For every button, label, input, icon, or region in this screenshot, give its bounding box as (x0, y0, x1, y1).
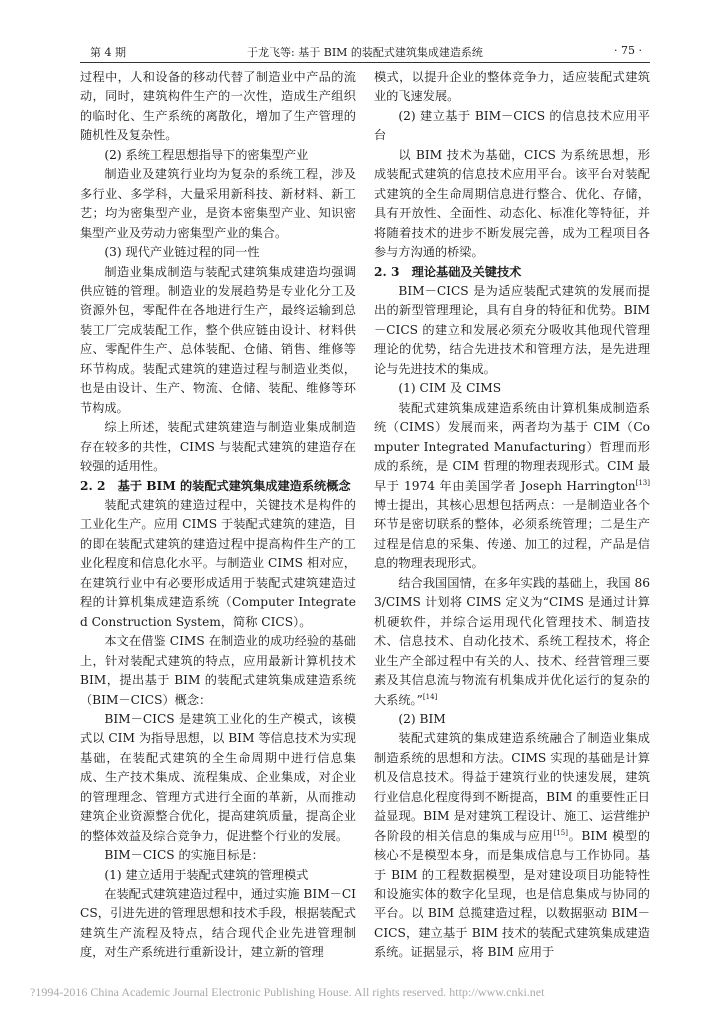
running-title: 于龙飞等: 基于 BIM 的装配式建筑集成建造系统 (247, 46, 483, 59)
copyright-footer: ?1994-2016 China Academic Journal Electronic Publishing House. All rights reserved. http://www.cnki.net (30, 985, 545, 999)
subheading: (1) 建立适用于装配式建筑的管理模式 (104, 867, 309, 882)
subheading: (3) 现代产业链过程的同一性 (104, 245, 260, 260)
citation-ref: [14] (422, 692, 438, 701)
citation-ref: [15] (553, 828, 568, 837)
paragraph: (2) 建立基于 BIM－CICS 的信息技术应用平台 (374, 108, 650, 143)
paragraph: 制造业及建筑行业均为复杂的系统工程，涉及多行业、多学科，大量采用新科技、新材料、新工艺；均为密集型产业，是资本密集型产业、知识密集型产业及劳动力密集型产业的集合。 (80, 167, 356, 240)
paragraph: 装配式建筑集成建造系统由计算机集成制造系统（CIMS）发展而来，两者均为基于 CIM（Computer Integrated Manufacturing）哲理而形成的系统，是 CIM 哲理的物理表现形式。CIM 最早于 1974 年由美国学者 Joseph Harrington[13] 博士提出，其核心思想包括两点：一是制造业各个环节是密切联系的整体，必须系统管理；二是生产过程是信息的采集、传递、加工的过程，产品是信息的物理表现形式。 (374, 400, 650, 571)
paragraph: 在装配式建筑建造过程中，通过实施 BIM－CICS，引进先进的管理思想和技术手段，根据装配式建筑生产流程及特点，结合现代企业先进管理制度，对生产系统进行重新设计，建立新的管理 (80, 887, 356, 960)
paragraph: 综上所述，装配式建筑建造与制造业集成制造存在较多的共性，CIMS 与装配式建筑的建造存在较强的适用性。 (80, 420, 356, 474)
citation-ref: [13] (635, 478, 650, 487)
paragraph: 装配式建筑的建造过程中，关键技术是构件的工业化生产。应用 CIMS 于装配式建筑的建造，目的即在装配式建筑的建造过程中提高构件生产的工业化程度和信息化水平。与制造业 CIMS 相对应，在建筑行业中有必要形成适用于装配式建筑建造过程的计算机集成建造系统（Computer Integrated Construction System，简称 CICS）。 (80, 497, 356, 629)
paragraph-continuation: 过程中，人和设备的移动代替了制造业中产品的流动，同时，建筑构件生产的一次性，造成生产组织的临时化、生产系统的离散化，增加了生产管理的随机性及复杂性。 (80, 70, 356, 143)
paragraph-continuation: 模式，以提升企业的整体竞争力，适应装配式建筑业的飞速发展。 (374, 70, 650, 104)
paragraph: 装配式建筑的集成建造系统融合了制造业集成制造系统的思想和方法。CIMS 实现的基础是计算机及信息技术。得益于建筑行业的快速发展，建筑行业信息化程度得到不断提高，BIM 的重要性正日益显现。BIM 是对建筑工程设计、施工、运营维护各阶段的相关信息的集成与应用[15]。BIM 模型的核心不是模型本身，而是集成信息与工作协同。基于 BIM 的工程数据模型，是对建设项目功能特性和设施实体的数字化呈现，也是信息集成与协同的平台。以 BIM 总揽建造过程，以数据驱动 BIM－CICS，建立基于 BIM 技术的装配式建筑集成建造系统。证据显示，将 BIM 应用于 (374, 731, 651, 960)
paragraph: 制造业集成制造与装配式建筑集成建造均强调供应链的管理。制造业的发展趋势是专业化分工及资源外包，零配件在各地进行生产，最终运输到总装工厂完成装配工作，整个供应链由设计、材料供应、零配件生产、总体装配、仓储、销售、维修等环节构成。装配式建筑的建造过程与制造业类似，也是由设计、生产、物流、仓储、装配、维修等环节构成。 (80, 264, 356, 415)
page-number: · 75 · (614, 44, 642, 57)
paragraph: 以 BIM 技术为基础，CICS 为系统思想，形成装配式建筑的信息技术应用平台。该平台对装配式建筑的全生命周期信息进行整合、优化、存储，具有开放性、全面性、动态化、标准化等特征，并将随着技术的进步不断发展完善，成为工程项目各参与方沟通的桥梁。 (374, 147, 650, 260)
subheading: BIM－CICS 的实施目标是： (104, 848, 264, 863)
paragraph: BIM－CICS 是建筑工业化的生产模式，该模式以 CIM 为指导思想，以 BIM 等信息技术为实现基础，在装配式建筑的全生命周期中进行信息集成、生产技术集成、流程集成、企业集成，对企业的管理理念、管理方式进行全面的革新，从而推动建筑企业资源整合优化，提高建筑质量，提高企业的整体效益及综合竞争力，促进整个行业的发展。 (80, 711, 356, 843)
subheading: (1) CIM 及 CIMS (398, 381, 502, 396)
paragraph: 结合我国国情，在多年实践的基础上，我国 863/CIMS 计划将 CIMS 定义为“CIMS 是通过计算机硬软件，并综合运用现代化管理技术、制造技术、信息技术、自动化技术、系统工程技术，将企业生产全部过程中有关的人、技术、经营管理三要素及其信息流与物流有机集成并优化运行的复杂的大系统。”[14] (374, 575, 650, 707)
section-heading: 2. 2 基于 BIM 的装配式建筑集成建造系统概念 (80, 478, 351, 493)
paragraph-tail: 。BIM 模型的核心不是模型本身，而是集成信息与工作协同。基于 BIM 的工程数据模型，是对建设项目功能特性和设施实体的数字化呈现，也是信息集成与协同的平台。以 BIM 总揽建造过程，以数据驱动 BIM－CICS，建立基于 BIM 技术的装配式建筑集成建造系统。证据显示，将 BIM 应用于 (374, 828, 651, 960)
right-column (374, 68, 650, 963)
issue-number: 第 4 期 (90, 46, 126, 59)
paragraph-tail: 博士提出，其核心思想包括两点：一是制造业各个环节是密切联系的整体，必须系统管理；二是生产过程是信息的采集、传递、加工的过程，产品是信息的物理表现形式。 (374, 497, 650, 571)
section-heading: 2. 3 理论基础及关键技术 (374, 264, 522, 279)
subheading: (2) BIM (398, 711, 446, 726)
header-rule (80, 62, 650, 63)
subheading: (2) 系统工程思想指导下的密集型产业 (104, 147, 309, 162)
paragraph: 本文在借鉴 CIMS 在制造业的成功经验的基础上，针对装配式建筑的特点，应用最新计算机技术 BIM，提出基于 BIM 的装配式建筑集成建造系统（BIM－CICS）概念： (80, 634, 356, 707)
left-column (80, 68, 356, 963)
paragraph: BIM－CICS 是为适应装配式建筑的发展而提出的新型管理理论，具有自身的特征和优势。BIM－CICS 的建立和发展必须充分吸收其他现代管理理论的优势，结合先进技术和管理方法，是先进理论与先进技术的集成。 (374, 283, 650, 376)
running-header (80, 40, 650, 60)
